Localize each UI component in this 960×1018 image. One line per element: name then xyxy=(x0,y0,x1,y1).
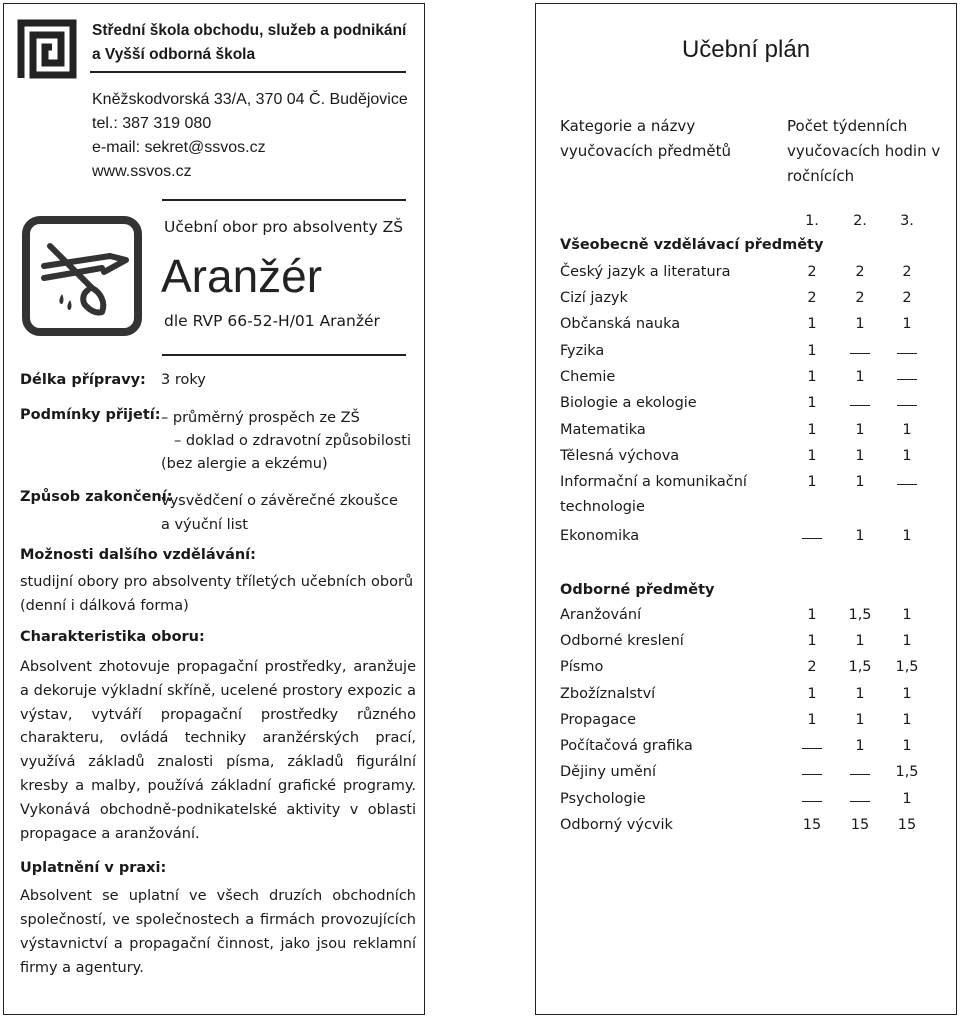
subject-row xyxy=(536,395,958,417)
dash-mark xyxy=(802,748,822,749)
subject-name: Informační a komunikační xyxy=(560,474,747,490)
hours-year-2: 2 xyxy=(855,290,865,306)
program-title: Aranžér xyxy=(161,250,323,302)
hours-year-3: 2 xyxy=(902,264,912,280)
dash-mark xyxy=(850,353,870,354)
hours-year-2: 1 xyxy=(855,422,865,438)
general-subjects-heading: Všeobecně vzdělávací předměty xyxy=(560,237,824,253)
completion-label: Způsob zakončení: xyxy=(20,489,173,505)
hours-year-3: 1 xyxy=(902,712,912,728)
hours-year-3: 1 xyxy=(902,738,912,754)
year-3: 3. xyxy=(900,213,914,229)
school-email[interactable]: e-mail: sekret@ssvos.cz xyxy=(92,139,266,156)
subject-row xyxy=(536,264,958,286)
program-rvp-code: dle RVP 66-52-H/01 Aranžér xyxy=(164,312,380,330)
further-education-text: studijní obory pro absolventy tříletých učebních oborů (denní i dálková forma) xyxy=(20,574,414,614)
curriculum-panel xyxy=(535,3,957,1015)
hours-year-2 xyxy=(845,395,875,411)
subject-row xyxy=(536,659,958,681)
hours-year-1: 2 xyxy=(807,290,817,306)
hours-year-2: 1,5 xyxy=(848,659,872,675)
hours-year-1 xyxy=(797,764,827,780)
dash-mark xyxy=(850,405,870,406)
subject-row xyxy=(536,528,958,550)
dash-mark xyxy=(850,774,870,775)
subject-row xyxy=(536,791,958,813)
further-education-heading: Možnosti dalšího vzdělávání: xyxy=(20,547,256,563)
subjects-column-header: Kategorie a názvy vyučovacích předmětů xyxy=(560,117,732,160)
subject-name: Český jazyk a literatura xyxy=(560,264,731,280)
hours-year-1 xyxy=(797,791,827,807)
hours-year-1: 2 xyxy=(807,264,817,280)
hours-year-2: 1,5 xyxy=(848,607,872,623)
subject-row xyxy=(536,817,958,839)
subject-name: Odborný výcvik xyxy=(560,817,673,833)
admission-label: Podmínky přijetí: xyxy=(20,407,161,423)
subject-name: Odborné kreslení xyxy=(560,633,684,649)
subject-row xyxy=(536,607,958,629)
hours-year-1: 1 xyxy=(807,395,817,411)
hours-year-3: 1 xyxy=(902,448,912,464)
hours-year-1 xyxy=(797,738,827,754)
subject-row xyxy=(536,448,958,470)
hours-year-1: 1 xyxy=(807,712,817,728)
hours-year-3 xyxy=(892,474,922,490)
program-leaflet-panel xyxy=(3,3,425,1015)
greek-key-spiral-logo xyxy=(16,18,78,80)
subject-row xyxy=(536,290,958,312)
dash-mark xyxy=(802,538,822,539)
hours-year-1: 15 xyxy=(802,817,822,833)
hours-year-2: 1 xyxy=(855,712,865,728)
program-divider xyxy=(162,354,406,356)
hours-year-2: 1 xyxy=(855,686,865,702)
subject-name: Cizí jazyk xyxy=(560,290,628,306)
subject-name: Zbožíznalství xyxy=(560,686,656,702)
contact-divider xyxy=(162,199,406,201)
admission-condition-grades: – průměrný prospěch ze ZŠ xyxy=(161,410,360,426)
program-subtitle: Učební obor pro absolventy ZŠ xyxy=(164,218,404,236)
employment-text: Absolvent se uplatní ve všech druzích obchodních společností, ve společnostech a firmách provozujících výstavnictví a propagační činnost, jako jsou reklamní firmy a agentury. xyxy=(20,888,416,976)
subject-name: Psychologie xyxy=(560,791,646,807)
duration-value: 3 roky xyxy=(161,372,206,388)
hours-column-header: Počet týdenních vyučovacích hodin v ročnících xyxy=(787,117,941,185)
hours-year-2 xyxy=(845,791,875,807)
hours-year-3: 1,5 xyxy=(895,659,919,675)
subject-row xyxy=(536,474,958,515)
hours-year-2: 1 xyxy=(855,738,865,754)
subject-row xyxy=(536,764,958,786)
hours-year-1: 1 xyxy=(807,343,817,359)
hours-year-2: 1 xyxy=(855,369,865,385)
hours-year-2: 2 xyxy=(855,264,865,280)
dash-mark xyxy=(802,801,822,802)
hours-year-3: 1 xyxy=(902,633,912,649)
school-phone: tel.: 387 319 080 xyxy=(92,115,212,132)
admission-condition-note: (bez alergie a ekzému) xyxy=(161,456,328,472)
dash-mark xyxy=(897,484,917,485)
hours-year-3: 15 xyxy=(897,817,917,833)
curriculum-title: Učební plán xyxy=(681,36,811,63)
hours-year-1: 1 xyxy=(807,369,817,385)
subject-name: Matematika xyxy=(560,422,646,438)
subject-name: Aranžování xyxy=(560,607,642,623)
hours-year-3: 1 xyxy=(902,422,912,438)
subject-row xyxy=(536,686,958,708)
hours-year-3: 1 xyxy=(902,607,912,623)
subject-name: Ekonomika xyxy=(560,528,640,544)
subject-name: Počítačová grafika xyxy=(560,738,693,754)
hours-year-2 xyxy=(845,764,875,780)
paintbrush-and-pencil-icon xyxy=(22,216,142,336)
subject-row xyxy=(536,712,958,734)
hours-year-1: 1 xyxy=(807,422,817,438)
completion-line1: vysvědčení o závěrečné zkoušce xyxy=(161,493,398,509)
school-name-line1: Střední škola obchodu, služeb a podnikání xyxy=(92,22,407,39)
subject-name: Dějiny umění xyxy=(560,764,656,780)
subject-name: Fyzika xyxy=(560,343,605,359)
hours-year-2 xyxy=(845,343,875,359)
hours-year-2: 15 xyxy=(850,817,870,833)
years-header-row xyxy=(536,213,958,235)
completion-value xyxy=(161,489,398,537)
subject-row xyxy=(536,343,958,365)
vocational-subjects-heading: Odborné předměty xyxy=(560,582,715,598)
admission-conditions xyxy=(161,407,411,476)
hours-year-3 xyxy=(892,369,922,385)
hours-year-2: 1 xyxy=(855,633,865,649)
year-1: 1. xyxy=(805,213,819,229)
subject-name: Občanská nauka xyxy=(560,316,681,332)
year-2: 2. xyxy=(853,213,867,229)
subject-name: Chemie xyxy=(560,369,616,385)
characteristics-text: Absolvent zhotovuje propagační prostředky, aranžuje a dekoruje výkladní skříně, ucelené prostory expozic a výstav, vytváří propagační prostředky různého charakteru, ovládá techniky aranžérských prací, využívá základů znalosti písma, základů figurální kresby a malby, používá základní grafické programy. Vykonává obchodně-podnikatelské aktivity v oblasti propagace a aranžování. xyxy=(20,659,416,842)
dash-mark xyxy=(897,379,917,380)
school-contact xyxy=(92,88,408,184)
dash-mark xyxy=(897,405,917,406)
subject-row xyxy=(536,369,958,391)
completion-line2: a výuční list xyxy=(161,517,248,533)
hours-year-3: 1,5 xyxy=(895,764,919,780)
school-website[interactable]: www.ssvos.cz xyxy=(92,163,192,180)
hours-year-1: 1 xyxy=(807,316,817,332)
hours-year-2: 1 xyxy=(855,448,865,464)
subject-name: Biologie a ekologie xyxy=(560,395,697,411)
subject-row xyxy=(536,316,958,338)
hours-year-3: 1 xyxy=(902,528,912,544)
subject-row xyxy=(536,422,958,444)
subject-name: Propagace xyxy=(560,712,637,728)
employment-heading: Uplatnění v praxi: xyxy=(20,860,167,876)
characteristics-heading: Charakteristika oboru: xyxy=(20,629,205,645)
hours-year-1: 1 xyxy=(807,686,817,702)
subject-name: Písmo xyxy=(560,659,604,675)
admission-condition-health: – doklad o zdravotní způsobilosti xyxy=(174,433,411,449)
school-address: Kněžskodvorská 33/A, 370 04 Č. Budějovice xyxy=(92,91,408,108)
dash-mark xyxy=(897,353,917,354)
hours-year-3 xyxy=(892,395,922,411)
hours-year-1: 1 xyxy=(807,607,817,623)
subject-name-continued: technologie xyxy=(560,499,645,515)
duration-label: Délka přípravy: xyxy=(20,372,146,388)
header-divider xyxy=(90,71,406,73)
hours-year-3: 1 xyxy=(902,686,912,702)
subject-name: Tělesná výchova xyxy=(560,448,680,464)
hours-year-1: 1 xyxy=(807,633,817,649)
hours-year-1 xyxy=(797,528,827,544)
hours-year-1: 1 xyxy=(807,474,817,490)
hours-year-2: 1 xyxy=(855,474,865,490)
hours-year-1: 2 xyxy=(807,659,817,675)
hours-year-3 xyxy=(892,343,922,359)
hours-year-2: 1 xyxy=(855,316,865,332)
hours-year-3: 2 xyxy=(902,290,912,306)
subject-row xyxy=(536,633,958,655)
school-name-line2: a Vyšší odborná škola xyxy=(92,46,256,63)
hours-year-2: 1 xyxy=(855,528,865,544)
dash-mark xyxy=(802,774,822,775)
hours-year-3: 1 xyxy=(902,316,912,332)
hours-year-1: 1 xyxy=(807,448,817,464)
dash-mark xyxy=(850,801,870,802)
hours-year-3: 1 xyxy=(902,791,912,807)
subject-row xyxy=(536,738,958,760)
